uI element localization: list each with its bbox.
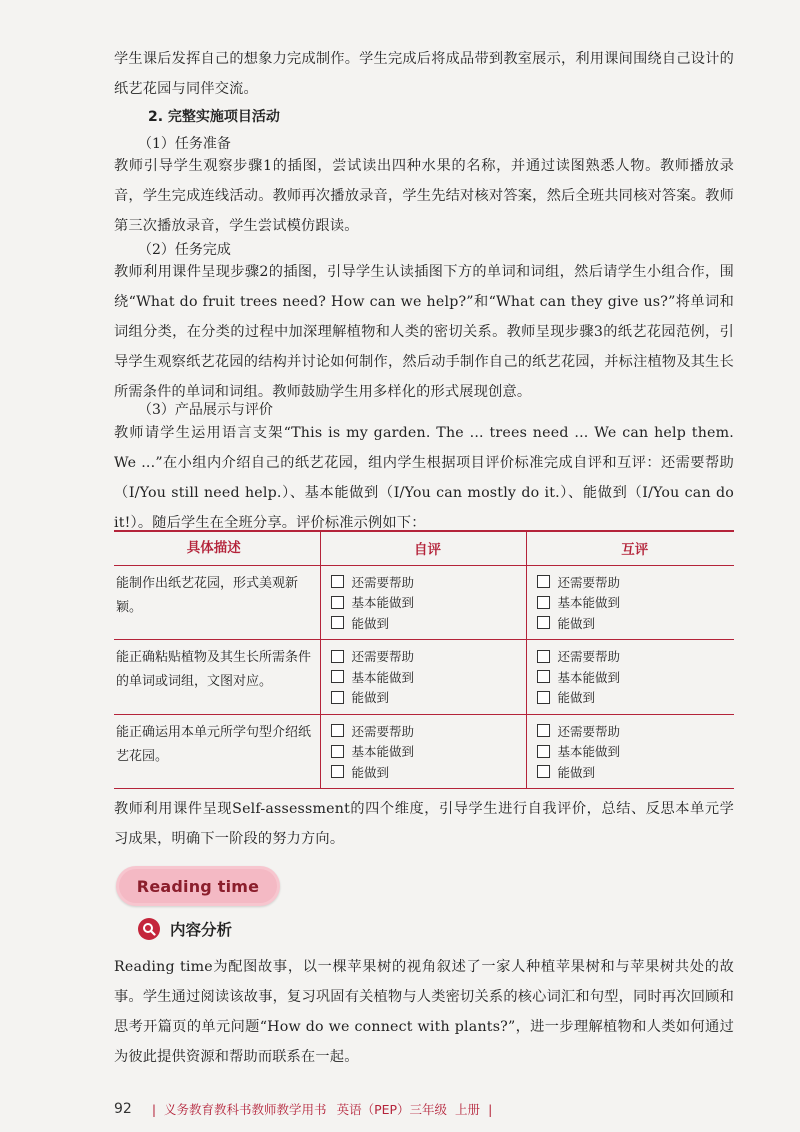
- checkbox[interactable]: [331, 745, 344, 758]
- table-header-row: [114, 531, 734, 565]
- peer-eval-cell: [526, 640, 734, 715]
- checkbox[interactable]: [537, 575, 550, 588]
- option-need-help[interactable]: 还需要帮助: [537, 646, 735, 667]
- checkbox[interactable]: [537, 724, 550, 737]
- checkbox[interactable]: [331, 765, 344, 778]
- option-can-do[interactable]: 能做到: [537, 613, 735, 634]
- option-mostly[interactable]: 基本能做到: [331, 667, 526, 688]
- checkbox[interactable]: [537, 650, 550, 663]
- section-title: 内容分析: [170, 921, 233, 939]
- option-need-help[interactable]: 还需要帮助: [331, 721, 526, 742]
- self-eval-cell: [320, 640, 526, 715]
- book-volume: 上册: [455, 1102, 481, 1117]
- option-mostly[interactable]: 基本能做到: [537, 667, 735, 688]
- heading-task-complete: （2）任务完成: [138, 242, 231, 258]
- checkbox[interactable]: [331, 670, 344, 683]
- paragraph-self-assessment: 教师利用课件呈现Self-assessment的四个维度，引导学生进行自我评价，总结、反思本单元学习成果，明确下一阶段的努力方向。: [114, 801, 734, 847]
- book-title: 义务教育教科书教师教学用书: [164, 1102, 327, 1117]
- option-need-help[interactable]: 还需要帮助: [537, 721, 735, 742]
- divider: |: [151, 1101, 157, 1117]
- divider: |: [488, 1101, 493, 1117]
- table-header-description: 具体描述: [114, 531, 320, 565]
- peer-eval-cell: [526, 565, 734, 640]
- option-need-help[interactable]: 还需要帮助: [331, 646, 526, 667]
- table-header-self: 自评: [320, 531, 526, 565]
- checkbox[interactable]: [537, 745, 550, 758]
- reading-time-label: Reading time: [136, 876, 260, 896]
- option-mostly[interactable]: 基本能做到: [537, 741, 735, 762]
- checkbox[interactable]: [331, 575, 344, 588]
- checkbox[interactable]: [537, 616, 550, 629]
- paragraph-intro: 学生课后发挥自己的想象力完成制作。学生完成后将成品带到教室展示，利用课间围绕自己设计的纸艺花园与同伴交流。: [114, 51, 734, 97]
- checkbox[interactable]: [331, 650, 344, 663]
- option-need-help[interactable]: 还需要帮助: [537, 572, 735, 593]
- paragraph-task-prep: 教师引导学生观察步骤1的插图，尝试读出四种水果的名称，并通过读图熟悉人物。教师播放录音，学生完成连线活动。教师再次播放录音，学生先结对核对答案，然后全班共同核对答案。教师第三次播放录音，学生尝试模仿跟读。: [114, 158, 734, 234]
- evaluation-table: [114, 530, 734, 789]
- heading-task-prep: （1）任务准备: [138, 136, 231, 152]
- checkbox[interactable]: [331, 724, 344, 737]
- paragraph-show-evaluate: 教师请学生运用语言支架“This is my garden. The ... trees need ... We can help them. We ...”在小组内介绍自己的纸艺花园，组内学生根据项目评价标准完成自评和互评：还需要帮助（I/You still need help.）、基本能做到（I/You can mostly do it.）、能做到（I/You can do it!）。随后学生在全班分享。评价标准示例如下：: [114, 425, 734, 531]
- option-can-do[interactable]: 能做到: [331, 762, 526, 783]
- option-mostly[interactable]: 基本能做到: [331, 592, 526, 613]
- row-description: 能正确粘贴植物及其生长所需条件的单词或词组，文图对应。: [114, 640, 320, 715]
- option-can-do[interactable]: 能做到: [537, 687, 735, 708]
- table-row: [114, 640, 734, 715]
- book-subject: 英语（PEP）三年级: [336, 1102, 448, 1117]
- checkbox[interactable]: [331, 616, 344, 629]
- content-analysis-heading: [138, 918, 232, 940]
- page-footer: [114, 1100, 500, 1118]
- checkbox[interactable]: [537, 765, 550, 778]
- heading-section-2: 2. 完整实施项目活动: [148, 109, 280, 125]
- checkbox[interactable]: [537, 670, 550, 683]
- page-number: 92: [114, 1101, 132, 1117]
- option-can-do[interactable]: 能做到: [537, 762, 735, 783]
- checkbox[interactable]: [331, 691, 344, 704]
- checkbox[interactable]: [537, 596, 550, 609]
- paragraph-task-complete: 教师利用课件呈现步骤2的插图，引导学生认读插图下方的单词和词组，然后请学生小组合作，围绕“What do fruit trees need? How can we help?”和“What can they give us?”将单词和词组分类，在分类的过程中加深理解植物和人类的密切关系。教师呈现步骤3的纸艺花园范例，引导学生观察纸艺花园的结构并讨论如何制作，然后动手制作自己的纸艺花园，并标注植物及其生长所需条件的单词和词组。教师鼓励学生用多样化的形式展现创意。: [114, 264, 734, 400]
- option-mostly[interactable]: 基本能做到: [331, 741, 526, 762]
- option-can-do[interactable]: 能做到: [331, 687, 526, 708]
- reading-time-banner: [116, 866, 280, 906]
- peer-eval-cell: [526, 714, 734, 789]
- row-description: 能制作出纸艺花园，形式美观新颖。: [114, 565, 320, 640]
- checkbox[interactable]: [331, 596, 344, 609]
- paragraph-reading-time: Reading time为配图故事，以一棵苹果树的视角叙述了一家人种植苹果树和与苹果树共处的故事。学生通过阅读该故事，复习巩固有关植物与人类密切关系的核心词汇和句型，同时再次回顾和思考开篇页的单元问题“How do we connect with plants?”，进一步理解植物和人类如何通过为彼此提供资源和帮助而联系在一起。: [114, 959, 734, 1065]
- option-mostly[interactable]: 基本能做到: [537, 592, 735, 613]
- option-can-do[interactable]: 能做到: [331, 613, 526, 634]
- table-row: [114, 714, 734, 789]
- option-need-help[interactable]: 还需要帮助: [331, 572, 526, 593]
- self-eval-cell: [320, 714, 526, 789]
- search-icon: [138, 918, 160, 940]
- table-header-peer: 互评: [526, 531, 734, 565]
- heading-show-evaluate: （3）产品展示与评价: [138, 402, 273, 418]
- checkbox[interactable]: [537, 691, 550, 704]
- table-row: [114, 565, 734, 640]
- self-eval-cell: [320, 565, 526, 640]
- row-description: 能正确运用本单元所学句型介绍纸艺花园。: [114, 714, 320, 789]
